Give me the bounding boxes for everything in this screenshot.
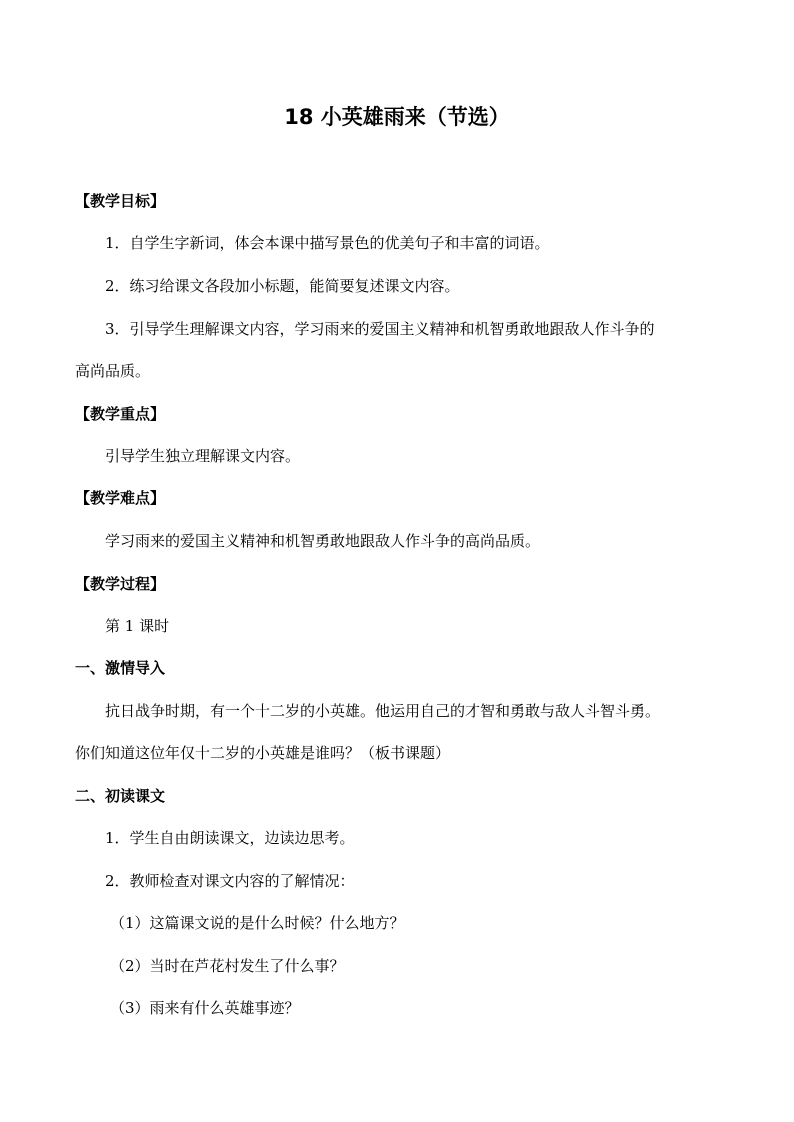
part2-item-2: 2．教师检查对课文内容的了解情况： <box>105 872 355 890</box>
part2-heading: 二、初读课文 <box>75 787 166 805</box>
part1-heading: 一、激情导入 <box>75 659 166 677</box>
goal-item-2: 2．练习给课文各段加小标题，能简要复述课文内容。 <box>105 277 460 295</box>
goal-item-1: 1．自学生字新词，体会本课中描写景色的优美句子和丰富的词语。 <box>105 234 550 252</box>
key-points-text: 引导学生独立理解课文内容。 <box>105 447 301 465</box>
part1-paragraph-line1: 抗日战争时期，有一个十二岁的小英雄。他运用自己的才智和勇敢与敌人斗智斗勇。 <box>105 702 661 720</box>
question-2: （2）当时在芦花村发生了什么事？ <box>110 957 345 975</box>
lesson-label: 第 1 课时 <box>105 617 170 635</box>
goal-item-3-line2: 高尚品质。 <box>75 362 151 380</box>
question-3: （3）雨来有什么英雄事迹？ <box>110 999 300 1017</box>
goal-item-3-line1: 3．引导学生理解课文内容，学习雨来的爱国主义精神和机智勇敢地跟敌人作斗争的 <box>105 320 655 338</box>
question-1: （1）这篇课文说的是什么时候？什么地方？ <box>110 914 405 932</box>
difficulty-text: 学习雨来的爱国主义精神和机智勇敢地跟敌人作斗争的高尚品质。 <box>105 532 541 550</box>
difficulty-heading: 【教学难点】 <box>75 489 166 507</box>
document-title: 18 小英雄雨来（节选） <box>284 105 510 129</box>
goals-heading: 【教学目标】 <box>75 192 166 210</box>
key-points-heading: 【教学重点】 <box>75 405 166 423</box>
part1-paragraph-line2: 你们知道这位年仅十二岁的小英雄是谁吗？（板书课题） <box>75 744 451 762</box>
part2-item-1: 1．学生自由朗读课文，边读边思考。 <box>105 829 355 847</box>
process-heading: 【教学过程】 <box>75 575 166 593</box>
